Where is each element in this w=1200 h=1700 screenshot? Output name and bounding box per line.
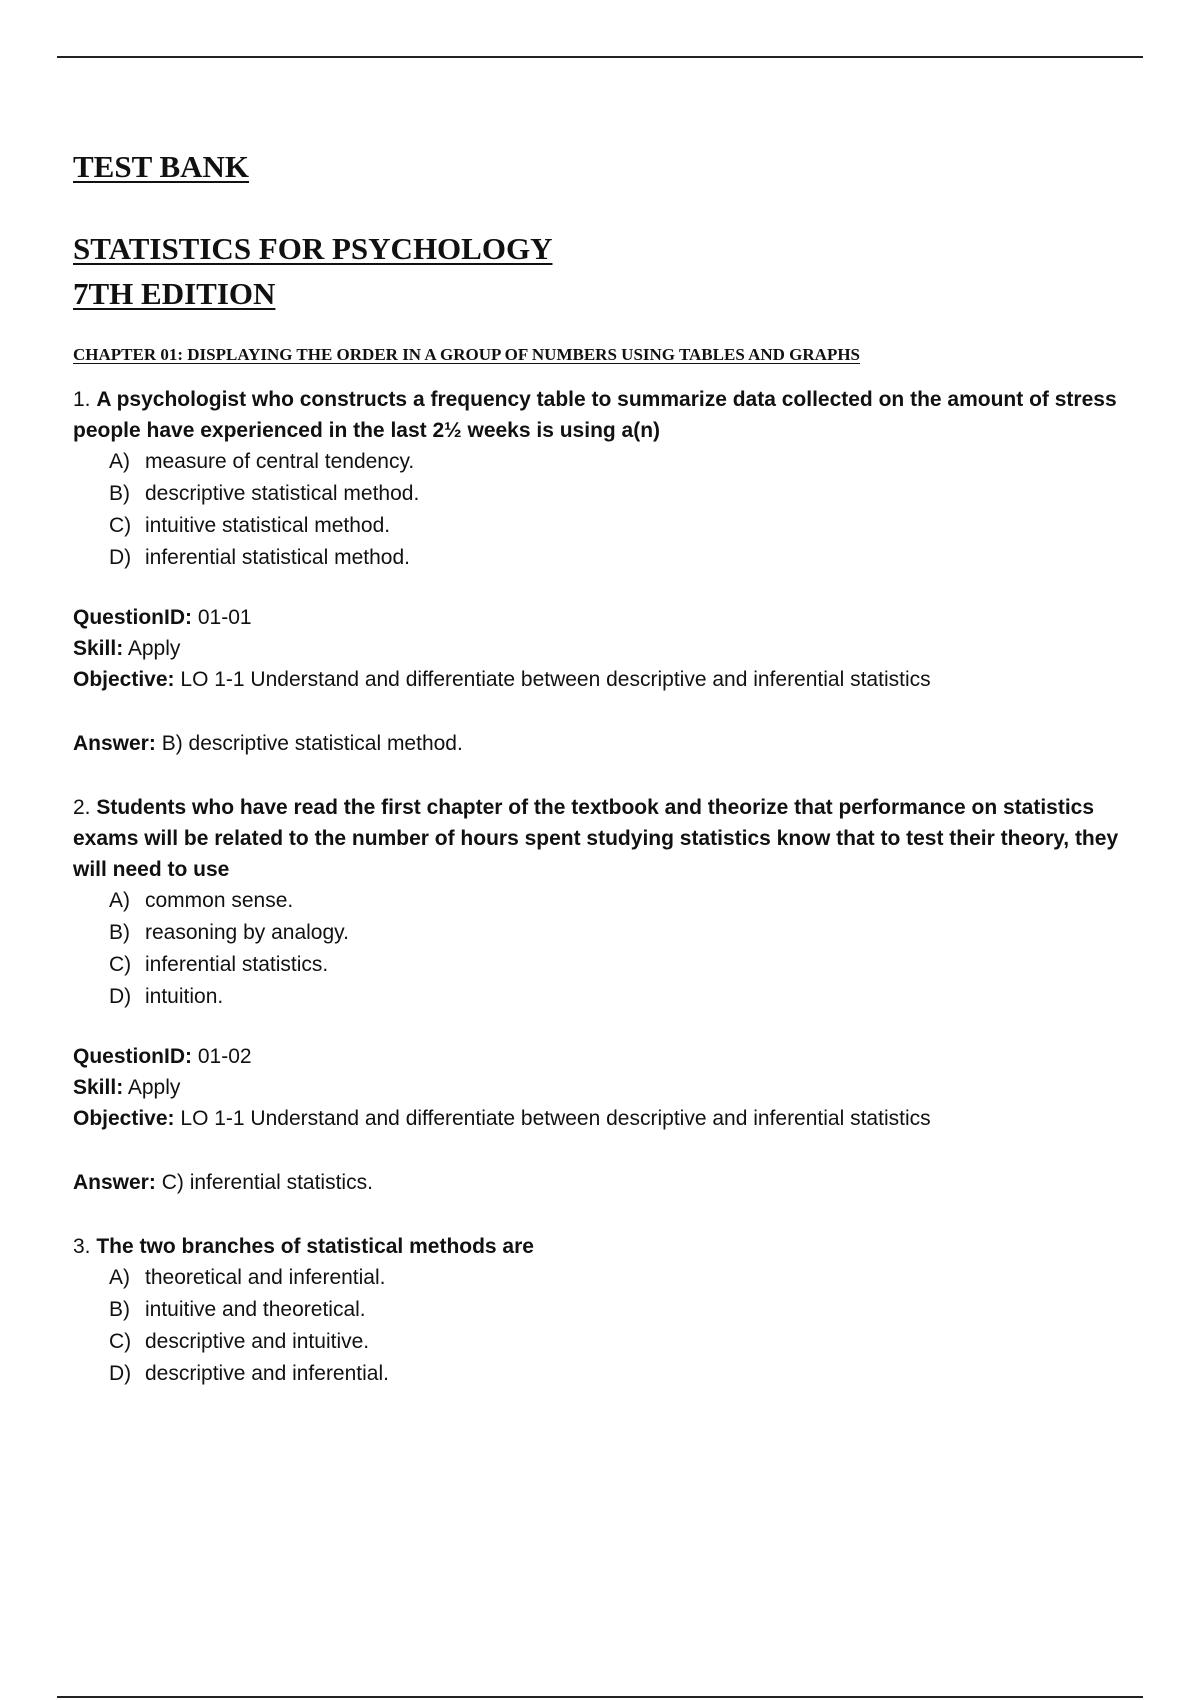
option-letter: A) [109, 450, 130, 473]
skill-line [73, 633, 1143, 664]
question-2 [73, 792, 1143, 1198]
option-b [109, 1294, 1143, 1326]
option-a [109, 1262, 1143, 1294]
option-text: intuitive statistical method. [145, 514, 391, 537]
option-a [109, 446, 1143, 478]
skill-value: Apply [127, 1076, 181, 1099]
objective-line [73, 1103, 1143, 1134]
option-letter: C) [109, 953, 132, 976]
option-c [109, 510, 1143, 542]
answer-label: Answer: [73, 732, 156, 755]
document-body [73, 148, 1143, 1390]
question-id-value: 01-02 [197, 1045, 252, 1068]
option-a [109, 885, 1143, 917]
answer-value: B) descriptive statistical method. [161, 732, 463, 755]
option-text: inferential statistics. [145, 953, 329, 976]
book-title-line-2: 7TH EDITION [73, 276, 276, 311]
objective-value: LO 1-1 Understand and differentiate between descriptive and inferential statistics [180, 668, 931, 691]
question-id-label: QuestionID: [73, 1045, 192, 1068]
option-letter: C) [109, 514, 132, 537]
option-text: intuitive and theoretical. [145, 1298, 366, 1321]
question-meta [73, 602, 1143, 695]
question-number: 1. [73, 388, 91, 411]
option-text: theoretical and inferential. [145, 1266, 386, 1289]
question-id-line [73, 1041, 1143, 1072]
option-letter: A) [109, 889, 130, 912]
objective-line [73, 664, 1143, 695]
book-title [73, 226, 1143, 316]
option-d [109, 981, 1143, 1013]
option-text: measure of central tendency. [145, 450, 415, 473]
objective-label: Objective: [73, 1107, 175, 1130]
question-text: The two branches of statistical methods are [96, 1235, 534, 1258]
answer-options [73, 1262, 1143, 1390]
question-text: Students who have read the first chapter of the textbook and theorize that performance on statistics exams will be related to the number of hours spent studying statistics know that to test their theory, they will need to use [73, 796, 1119, 881]
book-title-line-1: STATISTICS FOR PSYCHOLOGY [73, 231, 553, 266]
question-stem [73, 1231, 1143, 1262]
option-d [109, 1358, 1143, 1390]
option-text: descriptive and intuitive. [145, 1330, 370, 1353]
option-text: intuition. [145, 985, 224, 1008]
option-letter: D) [109, 546, 132, 569]
objective-value: LO 1-1 Understand and differentiate between descriptive and inferential statistics [180, 1107, 931, 1130]
objective-label: Objective: [73, 668, 175, 691]
question-id-line [73, 602, 1143, 633]
option-text: inferential statistical method. [145, 546, 410, 569]
skill-label: Skill: [73, 637, 124, 660]
question-id-value: 01-01 [197, 606, 252, 629]
option-b [109, 917, 1143, 949]
option-letter: D) [109, 985, 132, 1008]
option-text: descriptive statistical method. [145, 482, 420, 505]
question-list [73, 384, 1143, 1390]
option-text: reasoning by analogy. [145, 921, 349, 944]
chapter-heading: CHAPTER 01: DISPLAYING THE ORDER IN A GROUP OF NUMBERS USING TABLES AND GRAPHS [73, 345, 861, 364]
option-letter: D) [109, 1362, 132, 1385]
question-stem [73, 384, 1143, 446]
skill-label: Skill: [73, 1076, 124, 1099]
answer-label: Answer: [73, 1171, 156, 1194]
answer-value: C) inferential statistics. [161, 1171, 373, 1194]
option-d [109, 542, 1143, 574]
option-letter: B) [109, 1298, 130, 1321]
answer-options [73, 446, 1143, 574]
bottom-rule [57, 1696, 1143, 1698]
option-c [109, 949, 1143, 981]
question-3 [73, 1231, 1143, 1390]
document-title: TEST BANK [73, 149, 250, 184]
option-b [109, 478, 1143, 510]
option-letter: B) [109, 482, 130, 505]
option-text: common sense. [145, 889, 294, 912]
question-number: 3. [73, 1235, 91, 1258]
question-stem [73, 792, 1143, 885]
option-letter: C) [109, 1330, 132, 1353]
question-id-label: QuestionID: [73, 606, 192, 629]
answer-options [73, 885, 1143, 1013]
question-text: A psychologist who constructs a frequency table to summarize data collected on the amount of stress people have experienced in the last 2½ weeks is using a(n) [73, 388, 1117, 442]
answer-line [73, 728, 1143, 759]
skill-line [73, 1072, 1143, 1103]
top-rule [57, 56, 1143, 58]
question-meta [73, 1041, 1143, 1134]
answer-line [73, 1167, 1143, 1198]
question-number: 2. [73, 796, 91, 819]
option-letter: B) [109, 921, 130, 944]
skill-value: Apply [127, 637, 181, 660]
option-c [109, 1326, 1143, 1358]
option-text: descriptive and inferential. [145, 1362, 389, 1385]
option-letter: A) [109, 1266, 130, 1289]
question-1 [73, 384, 1143, 759]
